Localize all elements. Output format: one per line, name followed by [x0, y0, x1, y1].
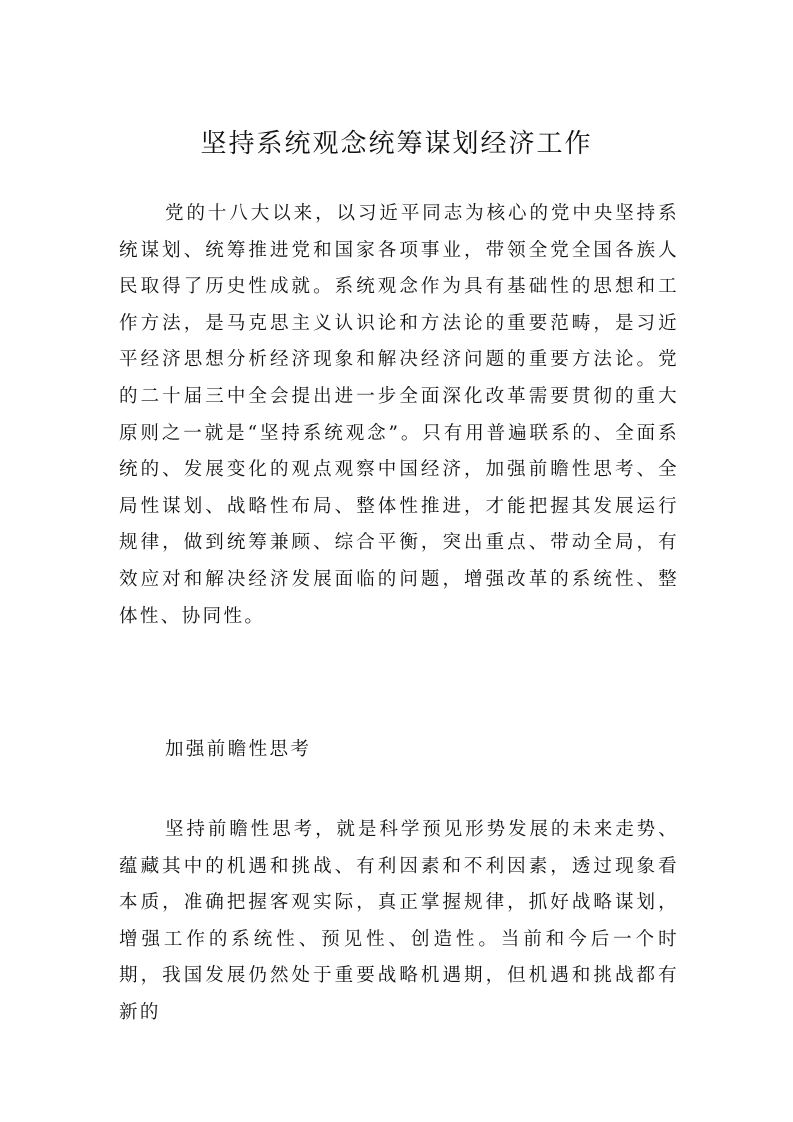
body-paragraph-intro: 党的十八大以来，以习近平同志为核心的党中央坚持系统谋划、统筹推进党和国家各项事业，带领全党全国各族人民取得了历史性成就。系统观念作为具有基础性的思想和工作方法，是马克思主义认识论和方法论的重要范畴，是习近平经济思想分析经济现象和解决经济问题的重要方法论。党的二十届三中全会提出进一步全面深化改革需要贯彻的重大原则之一就是“坚持系统观念”。只有用普遍联系的、全面系统的、发展变化的观点观察中国经济，加强前瞻性思考、全局性谋划、战略性布局、整体性推进，才能把握其发展运行规律，做到统筹兼顾、综合平衡，突出重点、带动全局，有效应对和解决经济发展面临的问题，增强改革的系统性、整体性、协同性。	[119, 203, 679, 627]
body-paragraph-foresight: 坚持前瞻性思考，就是科学预见形势发展的未来走势、蕴藏其中的机遇和挑战、有利因素和不利因素，透过现象看本质，准确把握客观实际，真正掌握规律，抓好战略谋划，增强工作的系统性、预见性、创造性。当前和今后一个时期，我国发展仍然处于重要战略机遇期，但机遇和挑战都有新的	[119, 819, 679, 1023]
document-title: 坚持系统观念统筹谋划经济工作	[200, 129, 593, 159]
section-heading: 加强前瞻性思考	[165, 739, 312, 760]
